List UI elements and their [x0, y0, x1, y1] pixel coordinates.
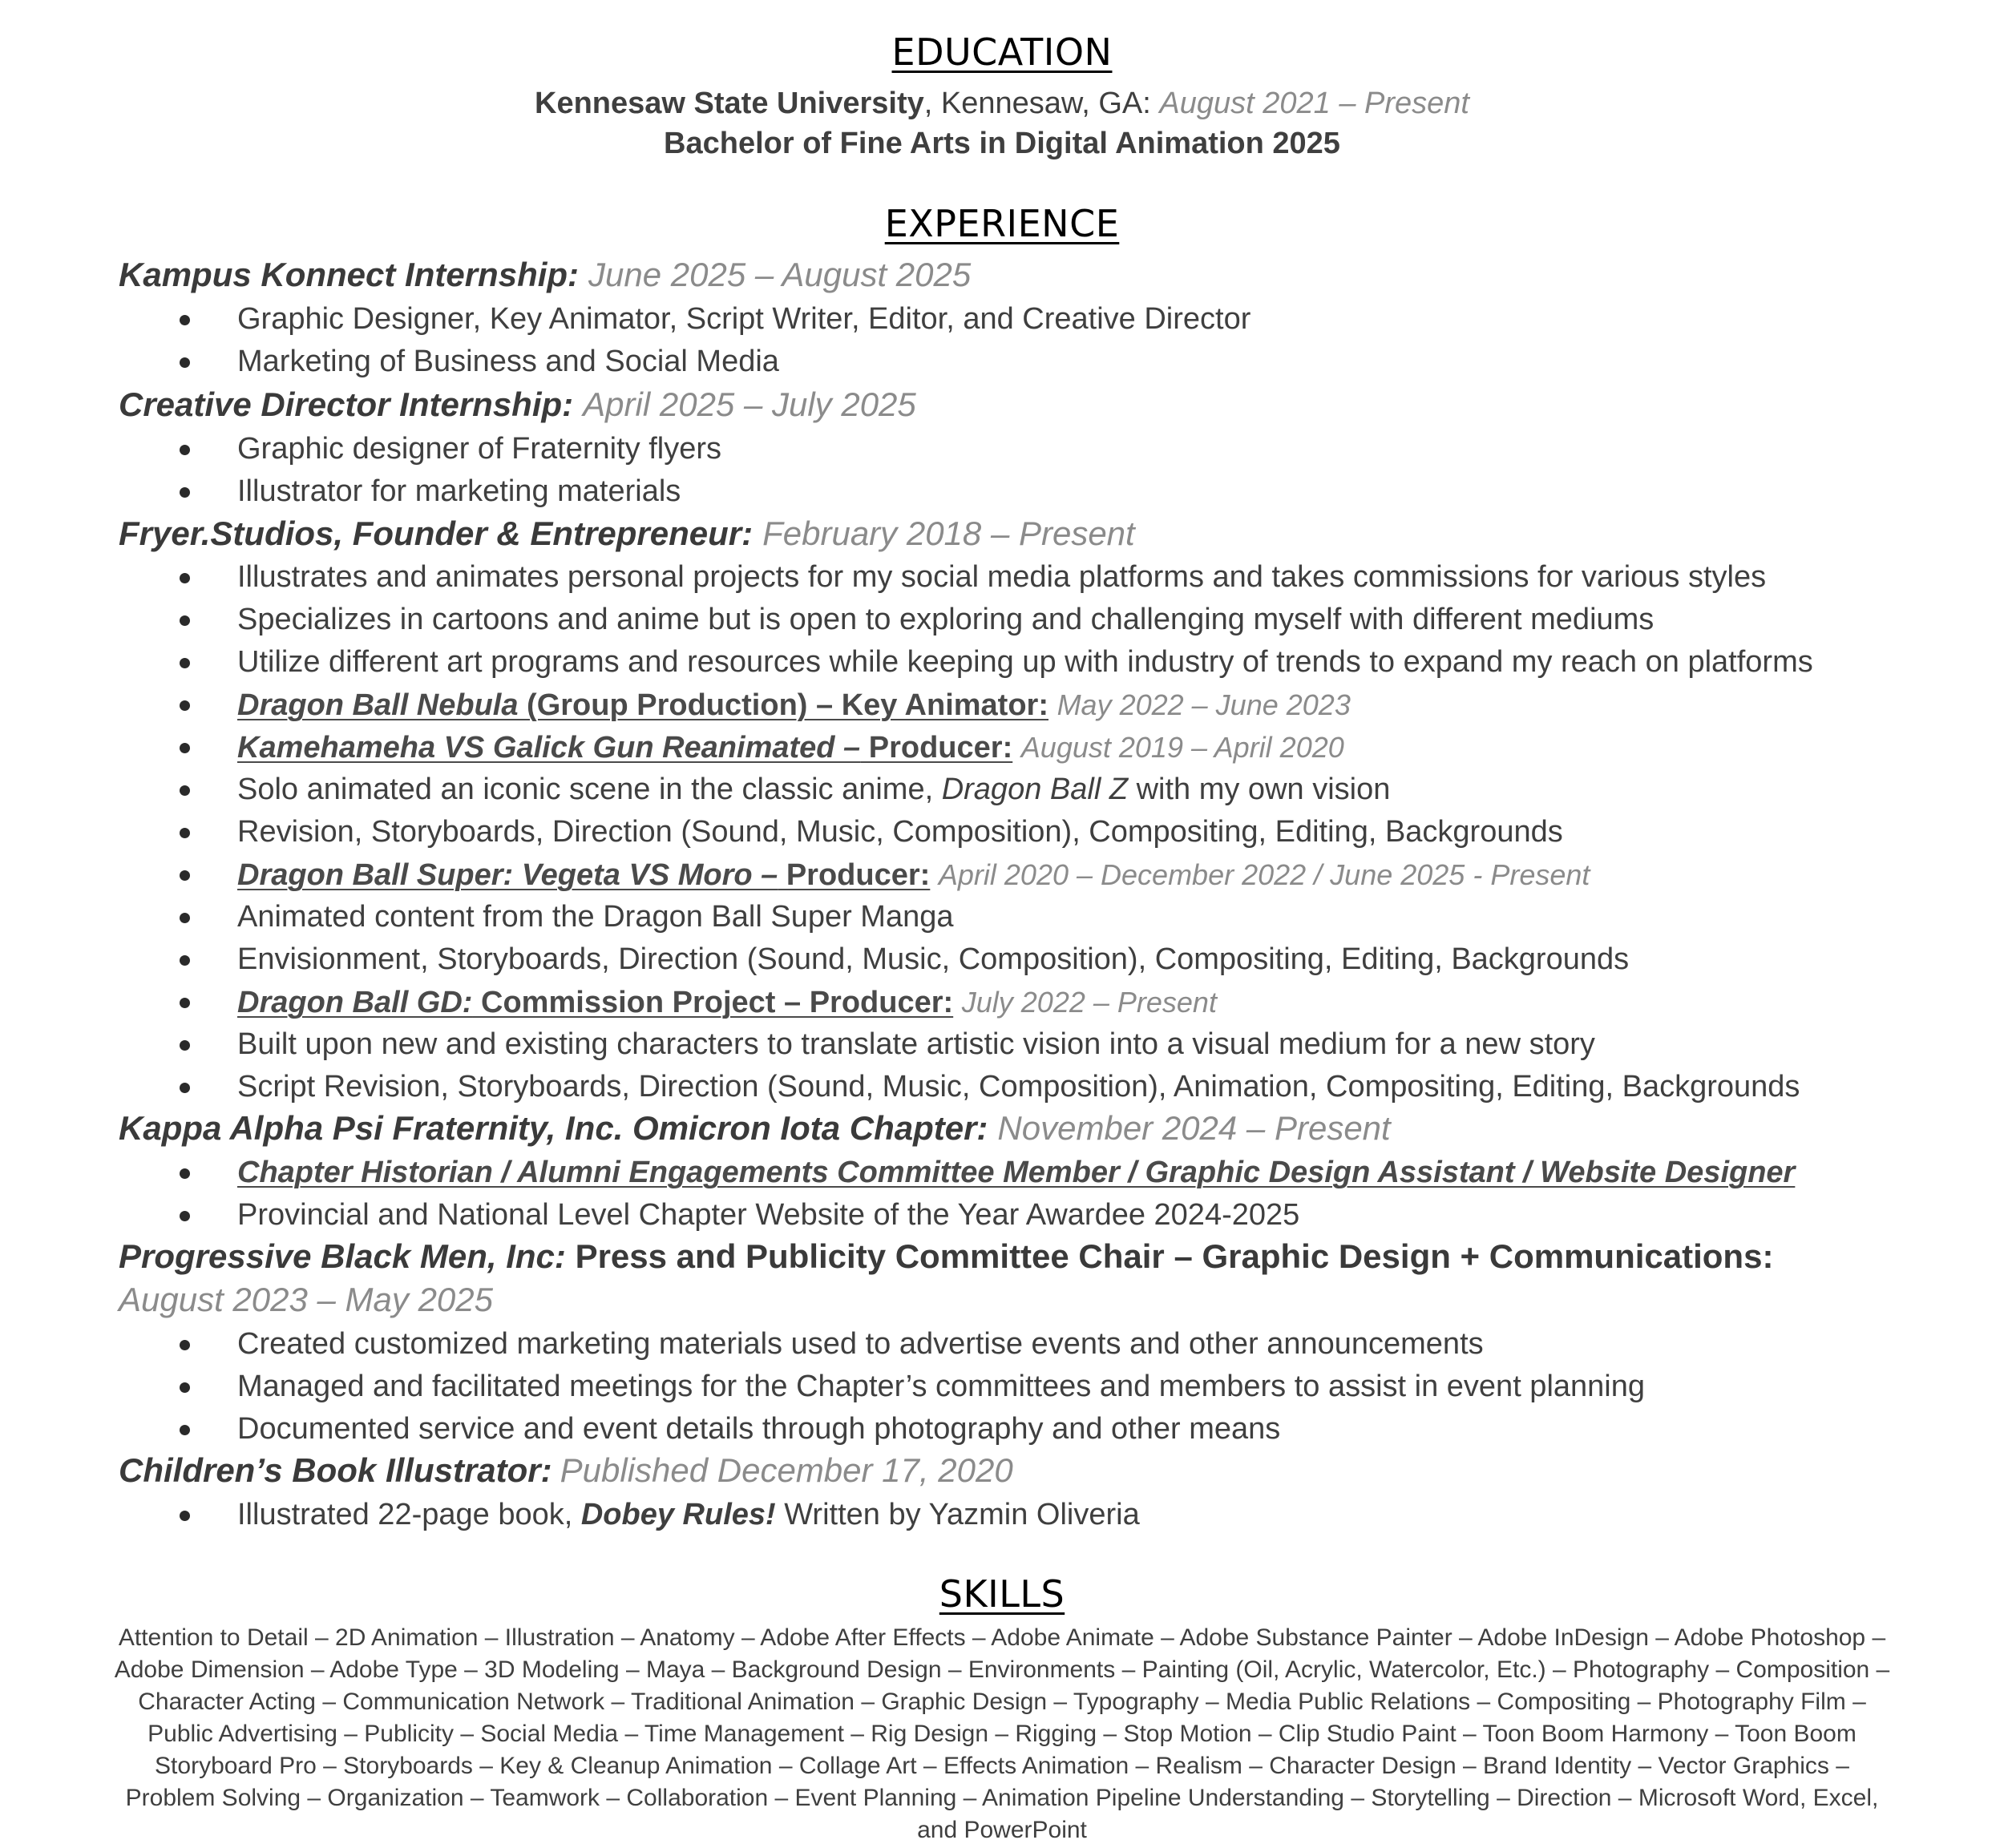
bullet-icon	[180, 658, 190, 668]
role-progressive-black-men	[119, 1236, 1773, 1277]
bullet-icon	[180, 615, 190, 626]
role-title: Kampus Konnect Internship:	[119, 256, 580, 293]
role-position: Press and Publicity Committee Chair – Graphic Design + Communications:	[565, 1237, 1774, 1275]
list-item	[0, 981, 1813, 1023]
kappa-roles-link[interactable]: Chapter Historian / Alumni Engagements Committee Member / Graphic Design Assistant / Website Designer	[237, 1156, 1796, 1189]
school-name: Kennesaw State University	[535, 87, 924, 120]
role-dates: August 2023 – May 2025	[119, 1281, 494, 1318]
role-childrens-book	[119, 1450, 1013, 1491]
role-title: Creative Director Internship:	[119, 385, 574, 423]
bullet-icon	[180, 357, 190, 368]
experience-heading: EXPERIENCE	[884, 202, 1120, 245]
bullet-icon	[180, 913, 190, 923]
role-title: Fryer.Studios, Founder & Entrepreneur:	[119, 514, 754, 552]
role-dates: February 2018 – Present	[762, 514, 1135, 552]
project-dates: August 2019 – April 2020	[1020, 731, 1344, 764]
project-dates: April 2020 – December 2022 / June 2025 - Present	[938, 858, 1590, 891]
bullet-icon	[180, 743, 190, 753]
list-item: Graphic designer of Fraternity flyers	[0, 428, 721, 470]
degree: Bachelor of Fine Arts in Digital Animation 2025	[664, 127, 1340, 160]
list-item: Marketing of Business and Social Media	[0, 341, 1250, 383]
role-dates: November 2024 – Present	[997, 1109, 1391, 1147]
role-dates: Published December 17, 2020	[560, 1451, 1013, 1489]
list-item: Illustrated 22-page book, Dobey Rules! Written by Yazmin Oliveria	[0, 1494, 1140, 1536]
list-item	[0, 684, 1813, 726]
project-title-link[interactable]: Dragon Ball GD:	[237, 986, 473, 1019]
list-item: Script Revision, Storyboards, Direction (Sound, Music, Composition), Animation, Compositing, Editing, Backgrounds	[0, 1066, 1813, 1108]
bullet-icon	[180, 1083, 190, 1093]
bullet-icon	[180, 1040, 190, 1051]
bullet-icon	[180, 573, 190, 583]
project-role: (Group Production) – Key Animator:	[518, 688, 1048, 722]
role-fryer-studios	[119, 513, 1135, 555]
list-item: Solo animated an iconic scene in the classic anime, Dragon Ball Z with my own vision	[0, 769, 1813, 811]
role-org: Progressive Black Men, Inc:	[119, 1237, 566, 1275]
role-dates: April 2025 – July 2025	[583, 385, 916, 423]
fryer-bullets	[0, 556, 1813, 1108]
project-title-link[interactable]: Dragon Ball Nebula	[237, 688, 519, 722]
project-title-link[interactable]: Dragon Ball Super: Vegeta VS Moro –	[237, 858, 778, 892]
list-item: Revision, Storyboards, Direction (Sound, Music, Composition), Compositing, Editing, Backgrounds	[0, 811, 1813, 853]
list-item: Provincial and National Level Chapter Website of the Year Awardee 2024-2025	[0, 1194, 1795, 1237]
list-item: Created customized marketing materials used to advertise events and other announcements	[0, 1323, 1645, 1366]
role-kampus-konnect	[119, 254, 971, 296]
list-item: Graphic Designer, Key Animator, Script Writer, Editor, and Creative Director	[0, 298, 1250, 341]
kappa-bullets	[0, 1152, 1795, 1237]
list-item	[0, 1152, 1795, 1194]
bullet-icon	[180, 955, 190, 966]
bullet-icon	[180, 998, 190, 1008]
list-item: Utilize different art programs and resources while keeping up with industry of trends to expand my reach on platforms	[0, 641, 1813, 684]
bullet-icon	[180, 1340, 190, 1350]
skills-heading: SKILLS	[939, 1572, 1065, 1616]
list-item: Specializes in cartoons and anime but is open to exploring and challenging myself with different mediums	[0, 599, 1813, 641]
creative-bullets	[0, 428, 721, 513]
role-dates: June 2025 – August 2025	[588, 256, 972, 293]
bullet-icon	[180, 1382, 190, 1393]
education-heading: EDUCATION	[891, 30, 1113, 74]
list-item: Built upon new and existing characters to translate artistic vision into a visual medium for a new story	[0, 1023, 1813, 1066]
project-dates: May 2022 – June 2023	[1057, 688, 1351, 721]
pbm-bullets	[0, 1323, 1645, 1451]
bullet-icon	[180, 828, 190, 838]
bullet-icon	[180, 1211, 190, 1221]
book-bullets	[0, 1494, 1140, 1536]
bullet-icon	[180, 315, 190, 325]
project-dates: July 2022 – Present	[961, 986, 1217, 1019]
role-kappa-alpha-psi	[119, 1108, 1391, 1149]
list-item	[0, 726, 1813, 769]
project-title-link[interactable]: Kamehameha VS Galick Gun Reanimated –	[237, 731, 861, 765]
project-role: Producer:	[778, 858, 931, 892]
list-item: Illustrator for marketing materials	[0, 470, 721, 513]
role-title: Children’s Book Illustrator:	[119, 1451, 552, 1489]
skills-list: Attention to Detail – 2D Animation – Illustration – Anatomy – Adobe After Effects – Adobe Animate – Adobe Substance Painter – Adobe InDesign – Adobe Photoshop – Adobe Dimension – Adobe Type – 3D Modeling – Maya – Background Design – Environments – Painting (Oil, Acrylic, Watercolor, Etc.) – Photography – Composition – Character Acting – Communication Network – Traditional Animation – Graphic Design – Typography – Media Public Relations – Compositing – Photography Film – Public Advertising – Publicity – Social Media – Time Management – Rig Design – Rigging – Stop Motion – Clip Studio Paint – Toon Boom Harmony – Toon Boom Storyboard Pro – Storyboards – Key & Cleanup Animation – Collage Art – Effects Animation – Realism – Character Design – Brand Identity – Vector Graphics – Problem Solving – Organization – Teamwork – Collaboration – Event Planning – Animation Pipeline Understanding – Storytelling – Direction – Microsoft Word, Excel, and PowerPoint	[114, 1624, 1890, 1843]
role-title: Kappa Alpha Psi Fraternity, Inc. Omicron Iota Chapter:	[119, 1109, 988, 1147]
bullet-icon	[180, 785, 190, 796]
bullet-icon	[180, 870, 190, 881]
list-item: Illustrates and animates personal projects for my social media platforms and takes commissions for various styles	[0, 556, 1813, 599]
project-role: Producer:	[860, 731, 1013, 765]
bullet-icon	[180, 1168, 190, 1179]
bullet-icon	[180, 1425, 190, 1435]
kampus-bullets	[0, 298, 1250, 383]
list-item: Documented service and event details through photography and other means	[0, 1408, 1645, 1451]
education-school-line	[0, 83, 2004, 123]
education-dates: August 2021 – Present	[1159, 87, 1469, 120]
school-location: , Kennesaw, GA:	[923, 87, 1160, 120]
bullet-icon	[180, 700, 190, 711]
role-creative-director	[119, 384, 916, 426]
list-item: Managed and facilitated meetings for the Chapter’s committees and members to assist in event planning	[0, 1366, 1645, 1408]
bullet-icon	[180, 1511, 190, 1521]
pbm-dates-line	[119, 1279, 493, 1321]
list-item: Animated content from the Dragon Ball Super Manga	[0, 896, 1813, 938]
bullet-icon	[180, 445, 190, 455]
list-item	[0, 853, 1813, 896]
bullet-icon	[180, 487, 190, 498]
project-role: Commission Project – Producer:	[472, 986, 954, 1019]
list-item: Envisionment, Storyboards, Direction (Sound, Music, Composition), Compositing, Editing, Backgrounds	[0, 938, 1813, 981]
